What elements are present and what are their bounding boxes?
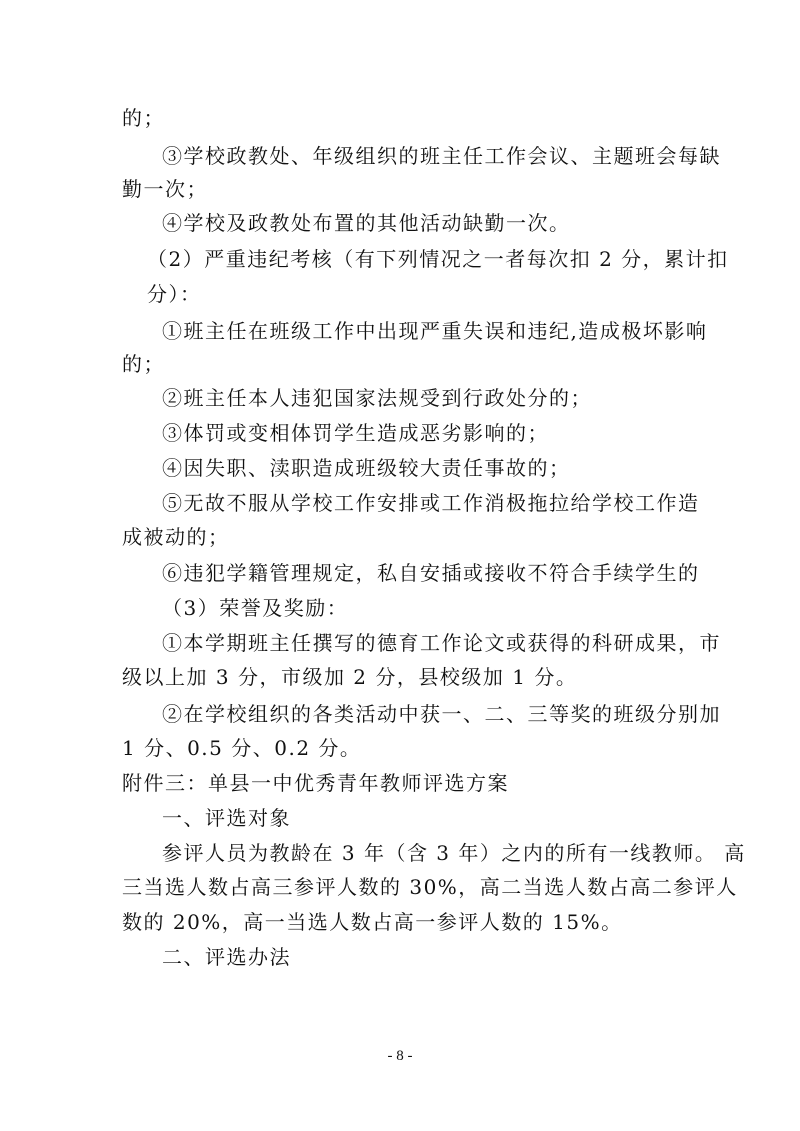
text-line: 1 分、0.5 分、0.2 分。 xyxy=(122,736,362,760)
text-line: 的； xyxy=(122,352,165,376)
section-title: 附件三：单县一中优秀青年教师评选方案 xyxy=(122,771,509,795)
text-line: ③学校政教处、年级组织的班主任工作会议、主题班会每缺 xyxy=(162,144,721,168)
text-line: 分）： xyxy=(147,282,202,306)
page-number: - 8 - xyxy=(387,1048,413,1064)
text-line: （2）严重违纪考核（有下列情况之一者每次扣 2 分，累计扣 xyxy=(147,247,729,271)
text-line: ②班主任本人违犯国家法规受到行政处分的； xyxy=(162,386,592,410)
text-line: ①班主任在班级工作中出现严重失误和违纪,造成极坏影响 xyxy=(162,319,708,343)
section-heading: 一、评选对象 xyxy=(162,806,291,830)
text-line: （3）荣誉及奖励： xyxy=(162,596,349,620)
text-line: ①本学期班主任撰写的德育工作论文或获得的科研成果，市 xyxy=(162,631,721,655)
section-heading: 二、评选办法 xyxy=(162,945,291,969)
text-line: 勤一次； xyxy=(122,177,208,201)
text-line: ⑤无故不服从学校工作安排或工作消极拖拉给学校工作造 xyxy=(162,491,700,515)
text-line: 三当选人数占高三参评人数的 30%，高二当选人数占高二参评人 xyxy=(122,875,738,899)
text-line: 数的 20%，高一当选人数占高一参评人数的 15%。 xyxy=(122,910,623,934)
text-line: 成被动的； xyxy=(122,525,230,549)
text-line: ③体罚或变相体罚学生造成恶劣影响的； xyxy=(162,421,549,445)
text-line: ⑥违犯学籍管理规定，私自安插或接收不符合手续学生的 xyxy=(162,561,700,585)
text-line: 的； xyxy=(122,106,165,130)
text-line: ②在学校组织的各类活动中获一、二、三等奖的班级分别加 xyxy=(162,702,721,726)
text-line: ④因失职、渎职造成班级较大责任事故的； xyxy=(162,456,571,480)
text-line: 参评人员为教龄在 3 年（含 3 年）之内的所有一线教师。 高 xyxy=(162,841,746,865)
text-line: ④学校及政教处布置的其他活动缺勤一次。 xyxy=(162,211,571,235)
text-line: 级以上加 3 分，市级加 2 分，县校级加 1 分。 xyxy=(122,665,578,689)
